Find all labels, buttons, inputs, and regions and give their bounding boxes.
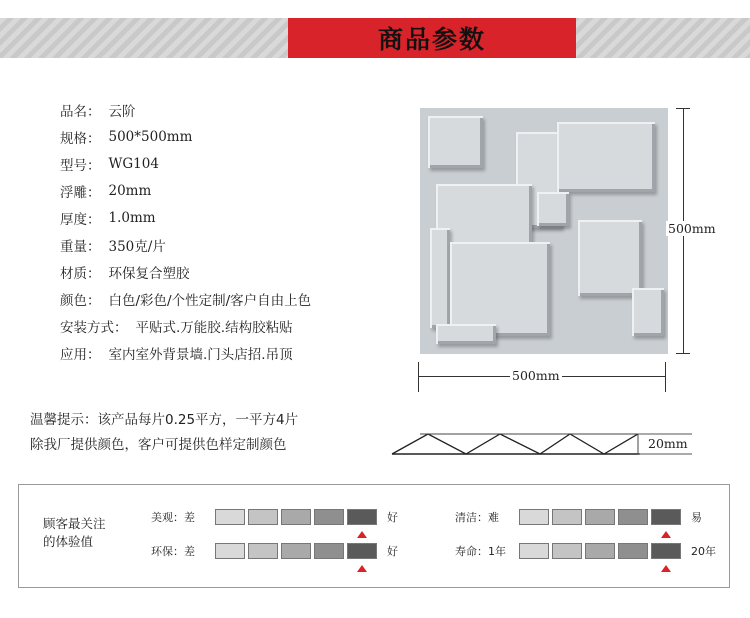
rating-label: 清洁：难 (455, 511, 499, 524)
rating-scale-segment (585, 543, 615, 559)
spec-row-weight (60, 231, 400, 258)
rating-end-label: 好 (387, 545, 398, 558)
panel-product-image (420, 108, 668, 354)
width-dimension-label: 500mm (512, 368, 560, 383)
rating-scale (519, 543, 681, 559)
rating-row-appearance (151, 509, 398, 525)
rating-scale-segment (519, 543, 549, 559)
rating-scale-segment (519, 509, 549, 525)
rating-label: 美观：差 (151, 511, 195, 524)
spec-label: 浮雕： (60, 184, 101, 201)
rating-scale-segment (347, 509, 377, 525)
rating-row-eco (151, 543, 398, 559)
rating-end-label: 20年 (691, 545, 716, 558)
rating-marker-icon (661, 565, 671, 572)
spec-list (60, 96, 400, 366)
rating-scale-segment (651, 509, 681, 525)
rating-label: 环保：差 (151, 545, 195, 558)
spec-row-name (60, 96, 400, 123)
rating-scale (519, 509, 681, 525)
spec-row-color (60, 285, 400, 312)
spec-value: 500*500mm (108, 128, 193, 145)
rating-scale-segment (215, 543, 245, 559)
spec-label: 安装方式： (60, 319, 128, 336)
note-line: 温馨提示：该产品每片0.25平方，一平方4片 (30, 412, 299, 428)
spec-value: 350克/片 (108, 238, 166, 255)
spec-value: WG104 (108, 155, 159, 172)
rating-scale-segment (651, 543, 681, 559)
panel-relief-block (537, 192, 569, 226)
spec-label: 应用： (60, 346, 101, 363)
rating-row-lifespan (455, 543, 716, 559)
spec-row-material (60, 258, 400, 285)
spec-label: 厚度： (60, 211, 101, 228)
spec-value: 白色/彩色/个性定制/客户自由上色 (108, 292, 312, 309)
notes-block (30, 408, 298, 458)
panel-relief-block (632, 288, 664, 336)
rating-scale-segment (314, 543, 344, 559)
dimension-tick (676, 353, 690, 354)
rating-title (43, 515, 143, 551)
spec-row-thickness (60, 204, 400, 231)
rating-end-label: 好 (387, 511, 398, 524)
header-title: 商品参数 (377, 25, 486, 54)
height-dimension-label: 500mm (668, 221, 716, 236)
rating-scale-segment (347, 543, 377, 559)
spec-label: 规格： (60, 130, 101, 147)
spec-value: 1.0mm (108, 209, 156, 226)
note-line: 除我厂提供颜色，客户可提供色样定制颜色 (30, 437, 287, 453)
spec-row-application (60, 339, 400, 366)
rating-scale-segment (618, 509, 648, 525)
spec-label: 材质： (60, 265, 101, 282)
panel-relief-block (450, 242, 550, 336)
rating-title-line: 顾客最关注 (43, 516, 106, 531)
rating-scale (215, 543, 377, 559)
rating-scale-segment (314, 509, 344, 525)
header-title-banner (288, 18, 576, 58)
rating-scale-segment (552, 543, 582, 559)
rating-scale (215, 509, 377, 525)
rating-scale-segment (248, 543, 278, 559)
spec-value: 平贴式.万能胶.结构胶粘贴 (135, 319, 293, 336)
spec-row-size (60, 123, 400, 150)
rating-label: 寿命：1年 (455, 545, 506, 558)
spec-value: 室内室外背景墙.门头店招.吊顶 (108, 346, 293, 363)
rating-end-label: 易 (691, 511, 702, 524)
relief-dimension-label: 20mm (648, 436, 688, 451)
panel-relief-block (428, 116, 483, 168)
spec-value: 20mm (108, 182, 152, 199)
rating-row-cleaning (455, 509, 702, 525)
experience-rating-box (18, 484, 730, 588)
rating-scale-segment (585, 509, 615, 525)
spec-label: 颜色： (60, 292, 101, 309)
spec-label: 重量： (60, 238, 101, 255)
rating-scale-segment (552, 509, 582, 525)
panel-relief-block (578, 220, 642, 296)
spec-label: 型号： (60, 157, 101, 174)
panel-relief-block (557, 122, 655, 192)
rating-title-line: 的体验值 (43, 534, 94, 549)
dimension-tick (418, 362, 419, 392)
panel-relief-block (436, 324, 496, 344)
spec-row-model (60, 150, 400, 177)
spec-row-install (60, 312, 400, 339)
rating-marker-icon (357, 531, 367, 538)
dimension-tick (665, 362, 666, 392)
rating-scale-segment (215, 509, 245, 525)
panel-relief-block (430, 228, 450, 328)
spec-value: 环保复合塑胶 (108, 265, 190, 282)
rating-marker-icon (357, 565, 367, 572)
rating-scale-segment (281, 509, 311, 525)
rating-scale-segment (248, 509, 278, 525)
spec-value: 云阶 (108, 103, 136, 120)
rating-marker-icon (661, 531, 671, 538)
rating-scale-segment (618, 543, 648, 559)
spec-row-relief (60, 177, 400, 204)
spec-label: 品名： (60, 103, 101, 120)
rating-scale-segment (281, 543, 311, 559)
dimension-tick (676, 108, 690, 109)
